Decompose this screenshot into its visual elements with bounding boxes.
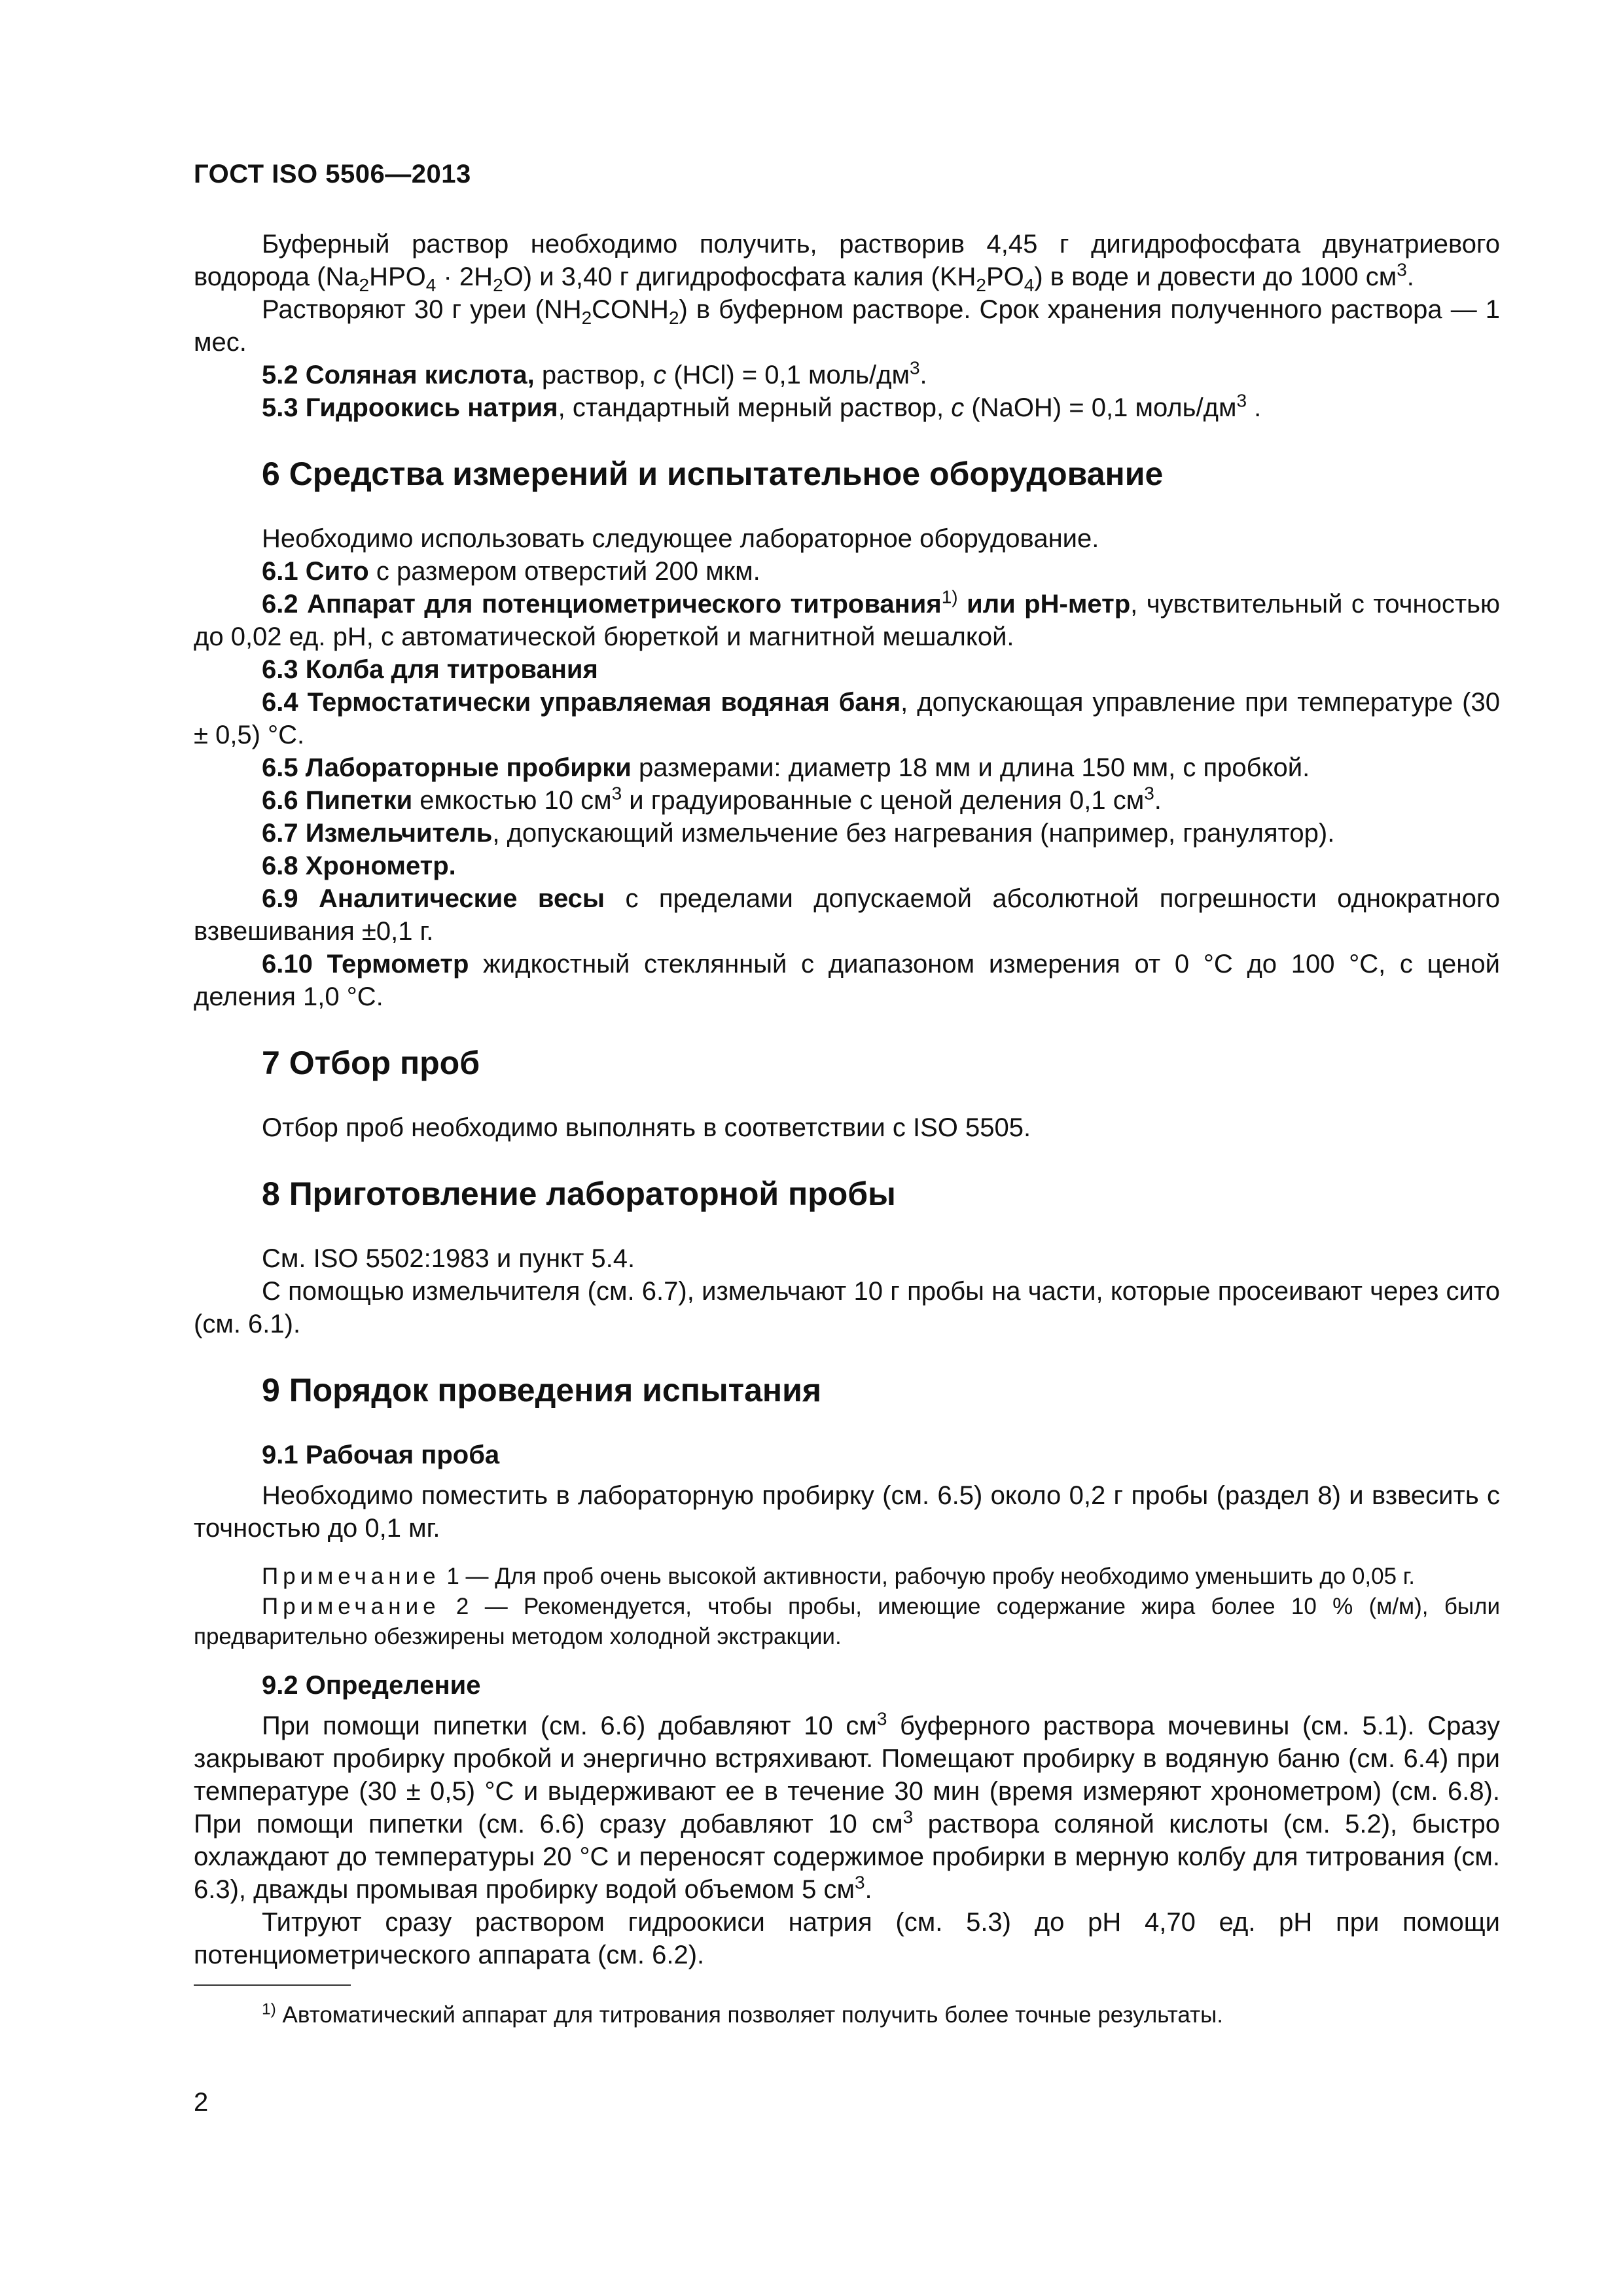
section-8-p1: См. ISO 5502:1983 и пункт 5.4. (262, 1244, 635, 1273)
item-6-7: 6.7 Измельчитель, допускающий измельчение без нагревания (например, гранулятор). (262, 819, 1335, 848)
item-6-5: 6.5 Лабораторные пробирки размерами: диаметр 18 мм и длина 150 мм, с пробкой. (262, 753, 1310, 782)
document-header: ГОСТ ISO 5506—2013 (194, 160, 471, 188)
section-9-2-titration: Титруют сразу раствором гидроокиси натрия (см. 5.3) до pH 4,70 ед. pH при помощи потенциометрического аппарата (см. 6.2). (194, 1908, 1500, 1969)
note-1: Примечание 1 — Для проб очень высокой активности, рабочую пробу необходимо уменьшить до 0,05 г. (262, 1564, 1416, 1589)
footnote-ref: 1) (941, 586, 958, 607)
document-body (194, 228, 1500, 1971)
note-2: Примечание 2 — Рекомендуется, чтобы пробы, имеющие содержание жира более 10 % (м/м), были предварительно обезжирены методом холодной экстракции. (194, 1594, 1500, 1649)
section-8-p2: С помощью измельчителя (см. 6.7), измельчают 10 г пробы на части, которые просеивают через сито (см. 6.1). (194, 1277, 1500, 1338)
section-9-1-text: Необходимо поместить в лабораторную пробирку (см. 6.5) около 0,2 г пробы (раздел 8) и взвесить с точностью до 0,1 мг. (194, 1481, 1500, 1543)
subsection-9-2-heading: 9.2 Определение (262, 1671, 481, 1700)
section-7-heading: 7 Отбор проб (262, 1045, 480, 1081)
footnote-marker: 1) (262, 2000, 276, 2018)
section-8-heading: 8 Приготовление лабораторной пробы (262, 1175, 896, 1212)
item-6-3: 6.3 Колба для титрования (262, 655, 598, 684)
section-6-intro: Необходимо использовать следующее лабораторное оборудование. (262, 524, 1099, 553)
item-6-6: 6.6 Пипетки емкостью 10 $см^3$ и градуированные с ценой деления 0,1 $см^3$. (262, 783, 1162, 815)
item-6-1: 6.1 Сито с размером отверстий 200 мкм. (262, 557, 760, 586)
item-6-2: 6.2 Аппарат для потенциометрического титрования$^{1)}$ или pH-метр, чувствительный с точностью до 0,02 ед. pH, с автоматической бюреткой и магнитной мешалкой. (194, 586, 1500, 651)
item-5-3: 5.3 Гидроокись натрия, стандартный мерный раствор, c (NaOH) = 0,1 моль/$дм^3$ . (262, 390, 1262, 422)
subsection-9-1-heading: 9.1 Рабочая проба (262, 1441, 500, 1469)
item-6-8: 6.8 Хронометр. (262, 852, 456, 880)
footnote-divider (194, 1984, 351, 1986)
buffer-paragraph: Буферный раствор необходимо получить, растворив 4,45 г дигидрофосфата двунатриевого водорода $(Na_2HPO_4 \cdot 2H_2O)$ и 3,40 г дигидрофосфата калия $(KH_2PO_4)$ в воде и довести до 1000 $см^3$. (194, 230, 1500, 295)
urea-paragraph: Растворяют 30 г уреи $(NH_2CONH_2)$ в буферном растворе. Срок хранения полученного раствора — 1 мес. (194, 295, 1500, 357)
item-6-10: 6.10 Термометр жидкостный стеклянный с диапазоном измерения от 0 °C до 100 °C, с ценой деления 1,0 °C. (194, 950, 1500, 1011)
section-9-2-text: При помощи пипетки (см. 6.6) добавляют 10 $см^3$ буферного раствора мочевины (см. 5.1). Сразу закрывают пробирку пробкой и энергично встряхивают. Помещают пробирку в водяную баню (см. 6.4) при температуре (30 ± 0,5) °C и выдерживают ее в течение 30 мин (время измеряют хронометром) (см. 6.8). При помощи пипетки (см. 6.6) сразу добавляют 10 $см^3$ раствора соляной кислоты (см. 5.2), быстро охлаждают до температуры 20 °C и переносят содержимое пробирки в мерную колбу для титрования (см. 6.3), дважды промывая пробирку водой объемом 5 $см^3$. (194, 1708, 1501, 1904)
item-6-4: 6.4 Термостатически управляемая водяная баня, допускающая управление при температуре (30 ± 0,5) °C. (194, 688, 1500, 749)
item-5-2: 5.2 Соляная кислота, раствор, c (HCl) = 0,1 моль/$дм^3$. (262, 357, 927, 389)
page-number: 2 (194, 2088, 209, 2117)
section-7-text: Отбор проб необходимо выполнять в соответствии с ISO 5505. (262, 1113, 1031, 1142)
footnote: $^{1)}$ Автоматический аппарат для титрования позволяет получить более точные результаты. (262, 2000, 1224, 2028)
section-9-heading: 9 Порядок проведения испытания (262, 1372, 822, 1408)
item-6-9: 6.9 Аналитические весы с пределами допускаемой абсолютной погрешности однократного взвешивания ±0,1 г. (194, 884, 1500, 946)
section-6-heading: 6 Средства измерений и испытательное оборудование (262, 456, 1164, 492)
spacer (194, 1545, 1500, 1562)
